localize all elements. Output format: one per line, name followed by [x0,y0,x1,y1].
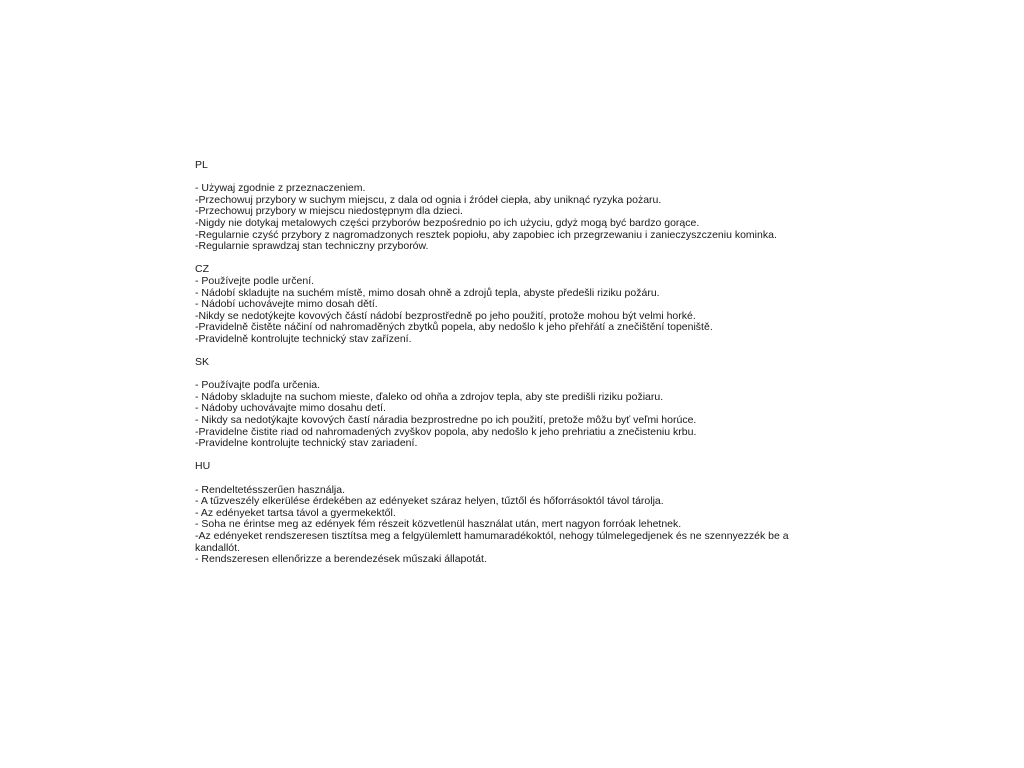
instruction-line: -Przechowuj przybory w miejscu niedostępnym dla dzieci. [195,205,463,218]
instruction-line: -Pravidelně kontrolujte technický stav zařízení. [195,332,412,345]
document-body [195,160,795,566]
instruction-line: - Nádobí uchovávejte mimo dosah dětí. [195,298,378,311]
instruction-line: -Pravidelne čistite riad od nahromadených zvyškov popola, aby nedošlo k jeho prehriatiu a znečisteniu krbu. [195,425,697,438]
instruction-line: - Nádobí skladujte na suchém místě, mimo dosah ohně a zdrojů tepla, abyste předešli riziku požáru. [195,286,660,299]
section-gap [195,346,795,358]
instruction-line: -Pravidelne kontrolujte technický stav zariadení. [195,437,418,450]
section-gap [195,450,795,462]
section-heading-pl: PL [195,159,208,171]
instruction-line: -Regularnie czyść przybory z nagromadzonych resztek popiołu, aby zapobiec ich przegrzewaniu i zanieczyszczeniu kominka. [195,228,777,241]
instruction-line: - Nikdy sa nedotýkajte kovových častí náradia bezprostredne po ich použití, pretože môžu byť veľmi horúce. [195,414,697,427]
section-heading-cz: CZ [195,263,209,276]
instruction-line: - A tűzveszély elkerülése érdekében az edényeket száraz helyen, tűztől és hőforrásoktól távol tárolja. [195,495,664,508]
instruction-line: - Az edényeket tartsa távol a gyermekektől. [195,506,396,519]
section-gap [195,253,795,265]
instruction-line: -Az edényeket rendszeresen tisztítsa meg a felgyülemlett hamumaradékoktól, nehogy túlmelegedjenek és ne szennyezzék be a kandallót. [195,530,789,554]
section-hu [195,461,795,565]
instruction-line: - Používajte podľa určenia. [195,379,321,392]
instruction-line: -Pravidelně čistěte náčiní od nahromaděných zbytků popela, aby nedošlo k jeho přehřátí a znečištění topeniště. [195,321,713,334]
instruction-line: - Nádoby skladujte na suchom mieste, ďaleko od ohňa a zdrojov tepla, aby ste predišli riziku požiaru. [195,390,664,403]
instruction-line: - Používejte podle určení. [195,274,315,287]
instruction-line: - Rendszeresen ellenőrizze a berendezések műszaki állapotát. [195,553,487,566]
instruction-line: - Soha ne érintse meg az edények fém részeit közvetlenül használat után, mert nagyon forróak lehetnek. [195,518,682,531]
instruction-line: - Używaj zgodnie z przeznaczeniem. [195,182,366,195]
instruction-line: -Regularnie sprawdzaj stan techniczny przyborów. [195,240,429,253]
instruction-line: - Nádoby uchovávajte mimo dosahu detí. [195,402,386,415]
instruction-line: -Nikdy se nedotýkejte kovových částí nádobí bezprostředně po jeho použití, protože mohou být velmi horké. [195,309,696,322]
section-pl [195,160,795,253]
section-cz [195,264,795,345]
spacer [195,473,795,485]
section-heading-sk: SK [195,356,210,369]
instruction-line: - Rendeltetésszerűen használja. [195,483,346,496]
instruction-line: -Przechowuj przybory w suchym miejscu, z dala od ognia i źródeł ciepła, aby uniknąć ryzyka pożaru. [195,193,662,206]
section-heading-hu: HU [195,460,211,473]
instruction-line: -Nigdy nie dotykaj metalowych części przyborów bezpośrednio po ich użyciu, gdyż mogą być bardzo gorące. [195,216,700,229]
section-sk [195,357,795,450]
